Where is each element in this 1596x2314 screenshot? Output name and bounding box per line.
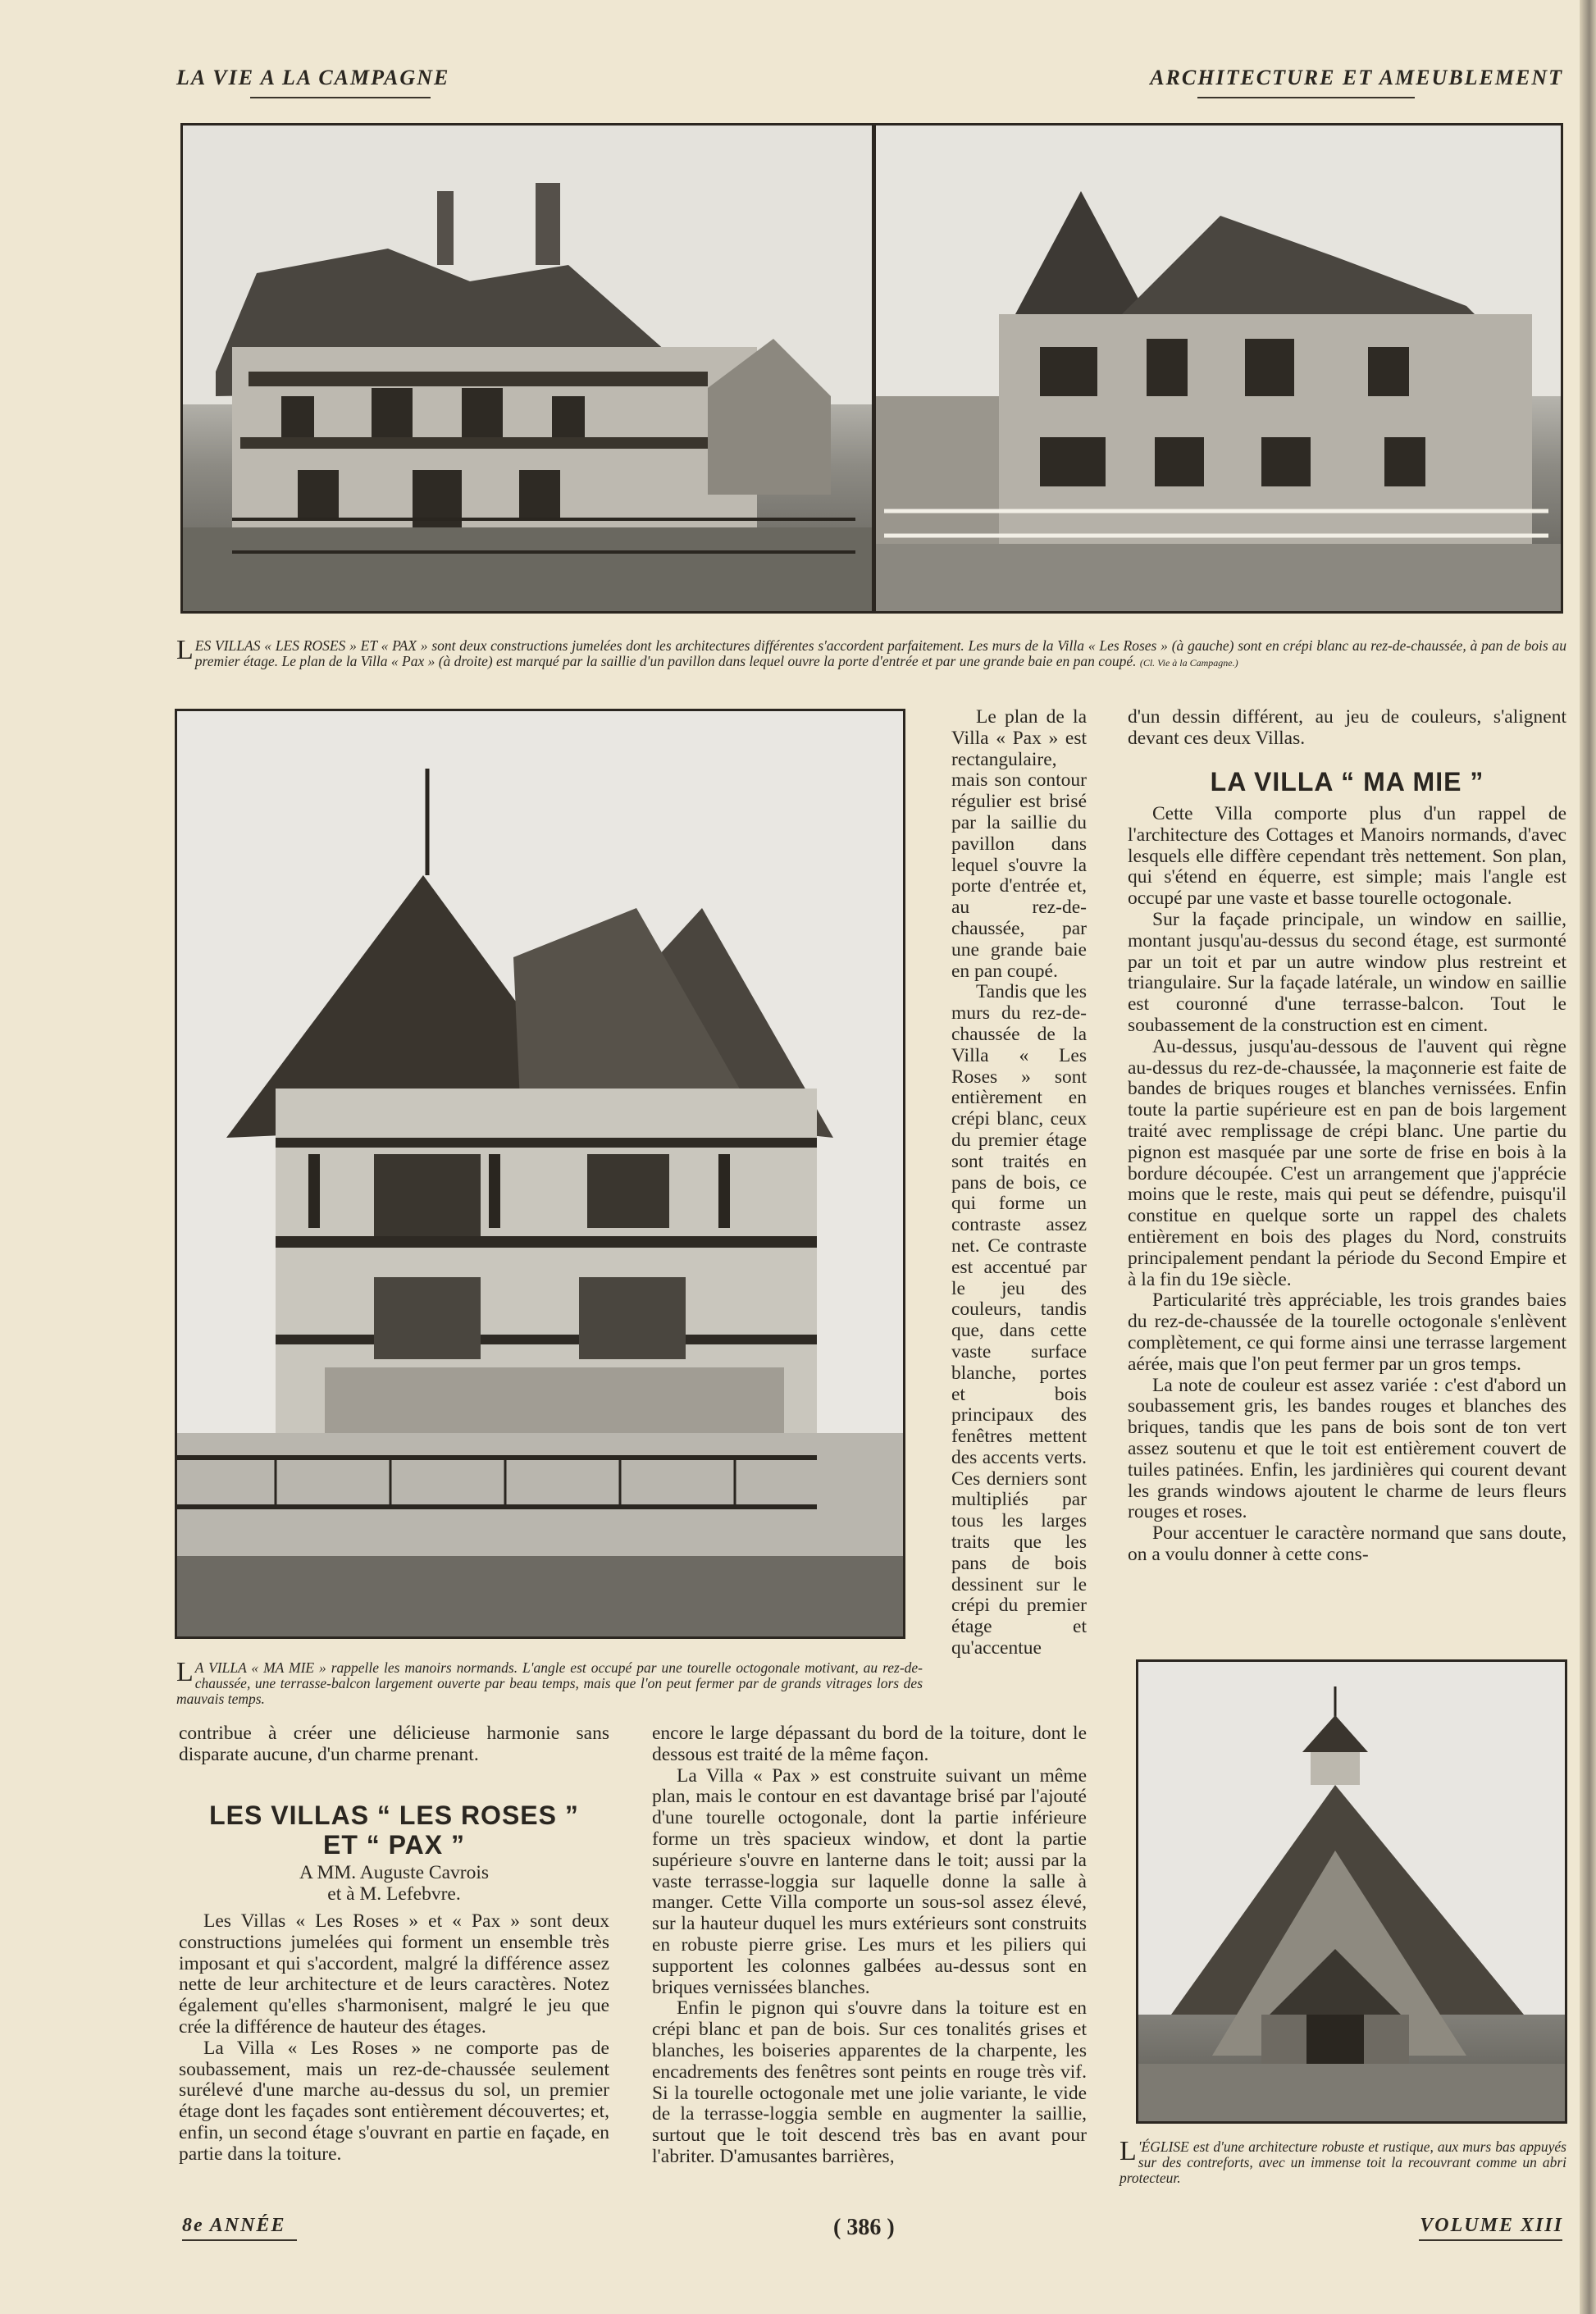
eglise-image	[1138, 1662, 1565, 2121]
caption-text: ES VILLAS « LES ROSES » ET « PAX » sont deux constructions jumelées dont les architectures différentes s'accordent parfaitement. Les murs de la Villa « Les Roses » (à gauche) sont en crépi blanc au rez-de-chaussée, à pan de bois au premier étage. Le plan de la Villa « Pax » (à droite) est marqué par la saillie d'un pavillon dans lequel ouvre la porte d'entrée et par une grande baie en pan coupé.	[194, 637, 1566, 669]
footer-year: 8e ANNÉE	[182, 2215, 286, 2236]
photo-villa-ma-mie	[175, 709, 905, 1639]
photo-credit: (Cl. Vie à la Campagne.)	[1139, 657, 1238, 669]
caption-drop-letter: L	[176, 1657, 194, 1687]
paragraph: d'un dessin différent, au jeu de couleurs, s'alignent devant ces deux Villas.	[1128, 706, 1566, 749]
caption-drop-letter: L	[1119, 2136, 1137, 2166]
running-head-right: ARCHITECTURE ET AMEUBLEMENT	[1150, 66, 1563, 89]
running-head-left-rule	[250, 97, 431, 98]
paragraph: Pour accentuer le caractère normand que sans doute, on a voulu donner à cette cons-	[1128, 1522, 1566, 1565]
caption-villas-roses-pax	[176, 635, 1566, 671]
paragraph: encore le large dépassant du bord de la toiture, dont le dessous est traité de la même façon.	[652, 1723, 1087, 1765]
headline-line-1: LES VILLAS “ LES ROSES ”	[209, 1801, 579, 1830]
footer-right-rule	[1419, 2239, 1562, 2241]
paragraph: La Villa « Pax » est construite suivant un même plan, mais le contour en est davantage brisé par l'ajouté d'une tourelle octogonale, dont la partie inférieure forme un très spacieux window, et dont la partie supérieure s'ouvre en lanterne dans le toit; aussi par la vaste terrasse-loggia sur laquelle donne la salle à manger. Cette Villa comporte un sous-sol assez élevé, sur la hauteur duquel les murs extérieurs sont construits en robuste pierre grise. Les murs et les piliers qui supportent les colonnes galbées au-dessus sont en briques vernissées blanches.	[652, 1764, 1087, 1998]
running-head-left: LA VIE A LA CAMPAGNE	[176, 66, 450, 89]
paragraph: Les Villas « Les Roses » et « Pax » sont deux constructions jumelées qui forment un ensemble très imposant et qui s'accordent, malgré la différence assez nette de leur architecture et de leurs caractères. Notez également qu'elles s'harmonisent, malgré le jeu que crée la différence de hauteur des étages.	[179, 1910, 609, 2038]
caption-villa-ma-mie	[176, 1657, 923, 1707]
dedication-line-1: A MM. Auguste Cavrois	[299, 1862, 490, 1883]
headline-line-2: ET “ PAX ”	[323, 1830, 465, 1860]
dedication	[179, 1862, 609, 1905]
villa-les-roses-image	[183, 126, 872, 611]
villa-ma-mie-image	[177, 711, 903, 1636]
column-left-roses-text	[179, 1911, 609, 2166]
column-middle-narrow	[951, 707, 1087, 1659]
paragraph: Le plan de la Villa « Pax » est rectangulaire, mais son contour régulier est brisé par la saillie du pavillon dans lequel s'ouvre la porte d'entrée et, au rez-de-chaussée, par une grande baie en pan coupé.	[951, 706, 1087, 982]
photo-eglise	[1136, 1659, 1567, 2124]
paragraph: Particularité très appréciable, les trois grandes baies du rez-de-chaussée de la tourelle octogonale s'enlèvent complètement, ce qui forme ainsi une terrasse largement aérée, mais que l'on peut fermer par un gros temps.	[1128, 1289, 1566, 1375]
page-number: ( 386 )	[833, 2215, 895, 2240]
paragraph: Au-dessus, jusqu'au-dessous de l'auvent qui règne au-dessus du rez-de-chaussée, la maçonnerie est faite de bandes de briques rouges et blanches vernissées. Enfin toute la partie supérieure est en pan de bois largement traité avec remplissage de crépi blanc. Une partie du pignon est masquée par une sorte de frise en bois à la bordure découpée. C'est un arrangement que j'apprécie moins que le reste, mais qui peut se défendre, puisqu'il constitue en quelque sorte un rappel des chalets entièrement en bois des plages du Nord, construits principalement pendant la période du Second Empire et à la fin du 19e siècle.	[1128, 1035, 1566, 1290]
photo-villa-pax	[873, 123, 1563, 614]
paragraph: La Villa « Les Roses » ne comporte pas de soubassement, mais un rez-de-chaussée seulement surélevé d'une marche au-dessus du sol, un premier étage dont les façades sont entièrement découvertes; et, enfin, un second étage s'ouvrant en partie en façade, en partie dans la toiture.	[179, 2037, 609, 2165]
caption-text: 'ÉGLISE est d'une architecture robuste et rustique, aux murs bas appuyés sur des contreforts, avec un immense toit la recouvrant comme un abri protecteur.	[1119, 2138, 1566, 2186]
footer-volume: VOLUME XIII	[1420, 2215, 1563, 2236]
paragraph: contribue à créer une délicieuse harmonie sans disparate aucune, d'un charme prenant.	[179, 1723, 609, 1765]
caption-eglise	[1119, 2136, 1566, 2186]
footer-left-rule	[182, 2239, 297, 2241]
headline-villa-ma-mie: LA VILLA “ MA MIE ”	[1210, 767, 1484, 796]
page-edge-shadow	[1580, 0, 1596, 2314]
caption-drop-letter: L	[176, 635, 194, 665]
column-left-text	[179, 1723, 609, 1766]
headline-villas-roses-pax	[179, 1801, 609, 1860]
villa-pax-image	[876, 126, 1561, 611]
column-right-ma-mie-text	[1128, 804, 1566, 1566]
paragraph: Tandis que les murs du rez-de-chaussée de la Villa « Les Roses » sont entièrement en crépi blanc, ceux du premier étage sont traités en pans de bois, ce qui forme un contraste assez net. Ce contraste est accentué par le jeu des couleurs, tandis que, dans cette vaste surface blanche, portes et bois principaux des fenêtres mettent des accents verts. Ces derniers sont multipliés par tous les larges traits que les pans de bois dessinent sur le crépi du premier étage et qu'accentue	[951, 981, 1087, 1659]
photo-villa-les-roses	[180, 123, 874, 614]
paragraph: Enfin le pignon qui s'ouvre dans la toiture est en crépi blanc et pan de bois. Sur ces tonalités grises et blanches, les boiseries apparentes de la charpente, les encadrements des fenêtres sont peints en rouge très vif. Si la tourelle octogonale met une jolie variante, le vide de la terrasse-loggia semble en augmenter la saillie, surtout que le toit descend très bas en avant pour l'abriter. D'amusantes barrières,	[652, 1997, 1087, 2167]
paragraph: La note de couleur est assez variée : c'est d'abord un soubassement gris, les bandes rouges et blanches des briques, tandis que les pans de bois sont de ton vert assez soutenu et que le toit est entièrement couvert de tuiles patinées. Enfin, les jardinières qui courent devant les grands windows ajoutent le charme de leurs fleurs rouges et roses.	[1128, 1374, 1566, 1523]
column-right-top	[1128, 707, 1566, 750]
caption-text: A VILLA « MA MIE » rappelle les manoirs normands. L'angle est occupé par une tourelle octogonale motivant, au rez-de-chaussée, une terrasse-balcon largement ouverte par beau temps, mais que l'on peut fermer par de grands vitrages lors des mauvais temps.	[176, 1659, 923, 1707]
column-middle-full	[652, 1723, 1087, 2168]
paragraph: Sur la façade principale, un window en saillie, montant jusqu'au-dessus du second étage, est surmonté par un toit et par un autre window plus restreint et triangulaire. Sur la façade latérale, un window en saillie est couronné d'une terrasse-balcon. Tout le soubassement de la construction est en ciment.	[1128, 908, 1566, 1036]
running-head-right-rule	[1197, 97, 1415, 98]
paragraph: Cette Villa comporte plus d'un rappel de l'architecture des Cottages et Manoirs normands, d'avec lesquels elle diffère cependant très nettement. Son plan, qui s'étend en équerre, est simple; mais l'angle est occupé par une vaste et basse tourelle octogonale.	[1128, 803, 1566, 910]
dedication-line-2: et à M. Lefebvre.	[327, 1883, 461, 1905]
